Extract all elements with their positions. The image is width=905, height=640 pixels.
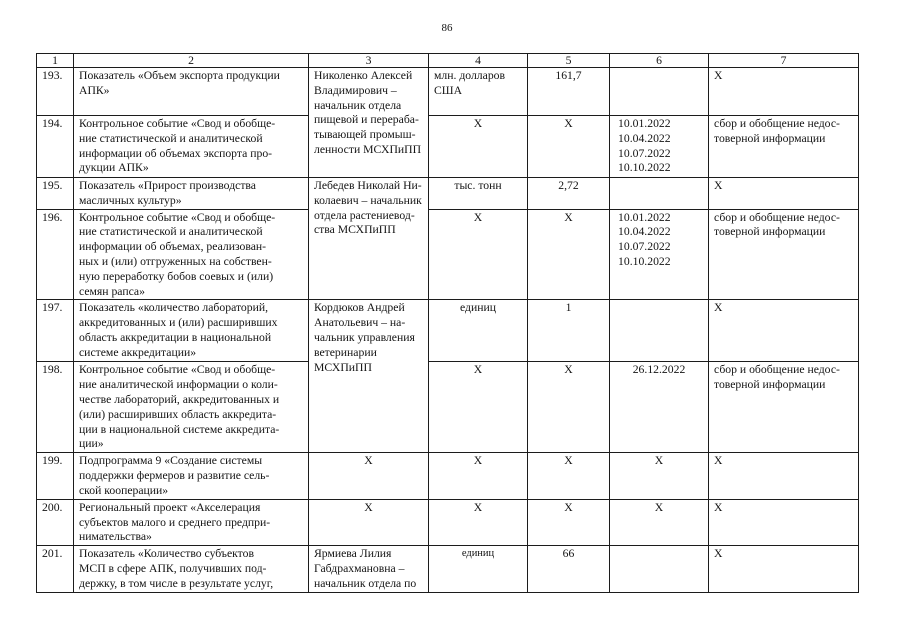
description-cell: Контрольное событие «Свод и обобще- ние статистической и аналитической информации об объемах экспорта про- дукции АПК» [74,116,309,178]
table-row [37,362,859,453]
description-cell: Показатель «количество лабораторий, аккредитованных и (или) расширивших область аккредитации в национальной системе аккредитации» [74,300,309,362]
table-row [37,453,859,499]
page-number: 86 [441,22,453,34]
row-number-cell: 196. [37,209,74,300]
column-number-header: 1 [37,54,74,68]
date-cell: 10.01.2022 10.04.2022 10.07.2022 10.10.2022 [610,116,709,178]
note-cell: сбор и обобщение недос- товерной информации [709,362,859,453]
row-number-cell: 197. [37,300,74,362]
description-cell: Контрольное событие «Свод и обобще- ние статистической и аналитической информации об объемах, реализован- ных и (или) отгруженных на собствен- ную переработку бобов соевых и (или) семян рапса» [74,209,309,300]
note-cell: Х [709,546,859,593]
date-cell [610,68,709,116]
value-cell: 66 [528,546,610,593]
note-cell: Х [709,178,859,210]
table-row [37,178,859,210]
column-number-header: 6 [610,54,709,68]
unit-cell: Х [429,453,528,499]
description-cell: Контрольное событие «Свод и обобще- ние аналитической информации о коли- честве лабораторий, аккредитованных и (или) расширивших область аккредита- ции в национальной системе аккредита- ции» [74,362,309,453]
row-number-cell: 193. [37,68,74,116]
unit-cell: Х [429,116,528,178]
description-cell: Показатель «Объем экспорта продукции АПК» [74,68,309,116]
note-cell: Х [709,300,859,362]
responsible-cell: Николенко Алексей Владимирович – начальник отдела пищевой и перераба- тывающей промыш- ленности МСХПиПП [309,68,429,178]
date-cell [610,178,709,210]
note-cell: сбор и обобщение недос- товерной информации [709,209,859,300]
responsible-cell: Х [309,499,429,545]
unit-cell: Х [429,362,528,453]
table-row [37,546,859,593]
value-cell: 1 [528,300,610,362]
date-cell: Х [610,499,709,545]
value-cell: 2,72 [528,178,610,210]
table-header-row [37,54,859,68]
value-cell: Х [528,209,610,300]
description-cell: Показатель «Прирост производства масличных культур» [74,178,309,210]
value-cell: Х [528,499,610,545]
responsible-cell: Лебедев Николай Ни- колаевич – начальник отдела растениевод- ства МСХПиПП [309,178,429,300]
column-number-header: 7 [709,54,859,68]
table-row [37,300,859,362]
table-row [37,499,859,545]
data-table [36,53,859,593]
table-row [37,209,859,300]
description-cell: Региональный проект «Акселерация субъектов малого и среднего предпри- нимательства» [74,499,309,545]
note-cell: Х [709,453,859,499]
table-row [37,116,859,178]
table-row [37,68,859,116]
unit-cell: Х [429,209,528,300]
row-number-cell: 200. [37,499,74,545]
value-cell: Х [528,362,610,453]
row-number-cell: 198. [37,362,74,453]
row-number-cell: 201. [37,546,74,593]
unit-cell: тыс. тонн [429,178,528,210]
date-cell [610,300,709,362]
column-number-header: 4 [429,54,528,68]
unit-cell: единиц [429,546,528,593]
date-cell: Х [610,453,709,499]
value-cell: 161,7 [528,68,610,116]
value-cell: Х [528,116,610,178]
responsible-cell: Кордюков Андрей Анатольевич – на- чальник управления ветеринарии МСХПиПП [309,300,429,453]
unit-cell: Х [429,499,528,545]
unit-cell: млн. долларов США [429,68,528,116]
date-cell [610,546,709,593]
column-number-header: 3 [309,54,429,68]
responsible-cell: Ярмиева Лилия Габдрахмановна – начальник отдела по [309,546,429,593]
row-number-cell: 195. [37,178,74,210]
column-number-header: 5 [528,54,610,68]
description-cell: Показатель «Количество субъектов МСП в сфере АПК, получивших под- держку, в том числе в результате услуг, [74,546,309,593]
responsible-cell: Х [309,453,429,499]
date-cell: 26.12.2022 [610,362,709,453]
row-number-cell: 199. [37,453,74,499]
column-number-header: 2 [74,54,309,68]
row-number-cell: 194. [37,116,74,178]
description-cell: Подпрограмма 9 «Создание системы поддержки фермеров и развитие сель- ской кооперации» [74,453,309,499]
note-cell: Х [709,68,859,116]
value-cell: Х [528,453,610,499]
unit-cell: единиц [429,300,528,362]
note-cell: сбор и обобщение недос- товерной информации [709,116,859,178]
date-cell: 10.01.2022 10.04.2022 10.07.2022 10.10.2022 [610,209,709,300]
note-cell: Х [709,499,859,545]
